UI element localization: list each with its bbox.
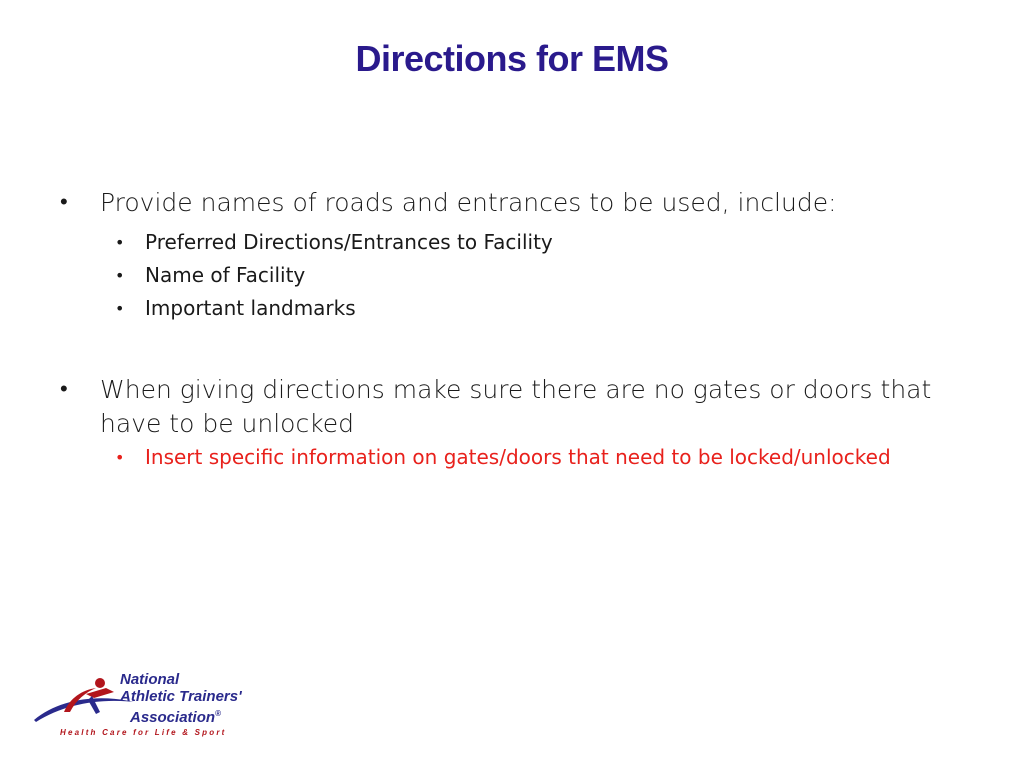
sub-bullet-item [60, 294, 960, 323]
sub-bullet-item [60, 443, 960, 472]
bullet-icon: • [60, 190, 68, 215]
bullet-item [60, 373, 960, 441]
sub-bullet-icon: • [115, 266, 125, 285]
sub-bullet-text: Important landmarks [145, 296, 356, 320]
sub-bullet-item [60, 228, 960, 257]
bullet-icon: • [60, 377, 68, 402]
sub-bullet-text: Preferred Directions/Entrances to Facility [145, 230, 553, 254]
bullet-item [60, 186, 960, 220]
sub-bullet-item [60, 261, 960, 290]
logo-line: National [120, 671, 180, 688]
bullet-text: When giving directions make sure there are no gates or doors that have to be unlocked [100, 375, 932, 438]
sub-bullet-icon: • [115, 233, 125, 252]
bullet-text: Provide names of roads and entrances to be used, include: [100, 188, 837, 217]
nata-logo [30, 668, 300, 748]
sub-bullet-icon: • [115, 299, 125, 318]
logo-line: Association® [130, 709, 221, 726]
logo-tagline: Health Care for Life & Sport [60, 728, 227, 737]
sub-bullet-icon: • [115, 448, 125, 467]
logo-wordmark [120, 671, 242, 726]
sub-bullet-text: Name of Facility [145, 263, 306, 287]
slide-title: Directions for EMS [355, 38, 669, 79]
sub-bullet-text: Insert specific information on gates/doors that need to be locked/unlocked [145, 445, 891, 469]
slide-content [60, 186, 960, 472]
logo-line: Athletic Trainers' [120, 688, 242, 705]
